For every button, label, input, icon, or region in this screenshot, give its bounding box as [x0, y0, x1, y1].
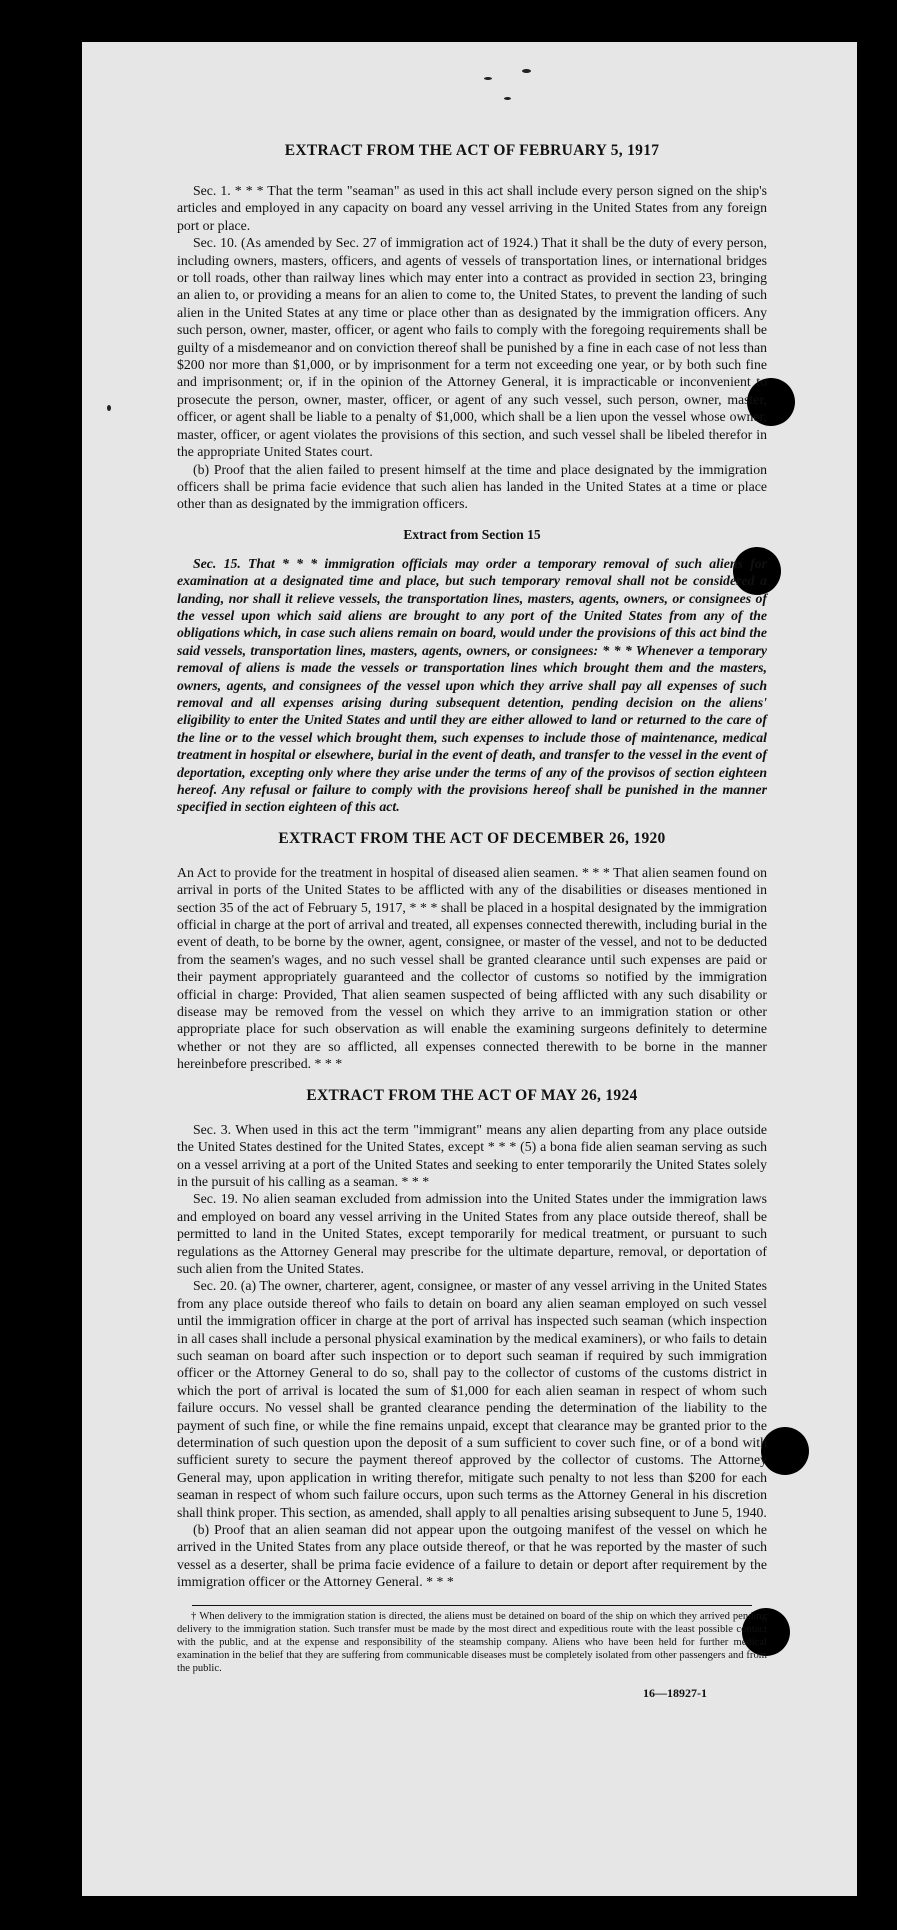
paragraph: Sec. 3. When used in this act the term "immigrant" means any alien departing from any place outside the United States destined for the United States, except * * * (5) a bona fide alien seaman serving as such on a vessel arriving at a port of the United States and seeking to enter temporarily the United States solely in the pursuit of his calling as a seaman. * * * — [177, 1121, 767, 1189]
paragraph: An Act to provide for the treatment in hospital of diseased alien seamen. * * * That alien seamen found on arrival in ports of the United States to be afflicted with any of the disabilities or diseases mentioned in section 35 of the act of February 5, 1917, * * * shall be placed in a hospital designated by the immigration official in charge at the port of arrival and treated, all expenses connected therewith, including burial in the event of death, to be borne by the owner, agent, consignee, or master of the vessel, and not to be deducted from the seamen's wages, and no such vessel shall be granted clearance until such expenses are paid or their payment appropriately guaranteed and the collector of customs so notified by the immigration official in charge: Provided, That alien seamen suspected of being afflicted with any such disability or disease may be removed from the vessel on which they arrive to an immigration station or other appropriate place for such observation as will enable the examining surgeons definitely to determine whether or not they are so afflicted, all expenses connected therewith to be borne in the manner hereinbefore prescribed. * * * — [177, 864, 767, 1072]
form-number: 16—18927-1 — [643, 1685, 707, 1700]
section-heading: EXTRACT FROM THE ACT OF FEBRUARY 5, 1917 — [284, 142, 660, 159]
scan-speck — [522, 69, 531, 73]
section-1917 — [177, 142, 767, 513]
document-page — [82, 42, 857, 1896]
section-heading: EXTRACT FROM THE ACT OF DECEMBER 26, 1920 — [278, 829, 666, 847]
section-subheading: Extract from Section 15 — [403, 526, 541, 542]
paragraph: (b) Proof that an alien seaman did not appear upon the outgoing manifest of the vessel on which he arrived in the United States from any place outside thereof, or that he was reported by the master of such vessel as a deserter, shall be prima facie evidence of a failure to detain or deport after requirement by the immigration officer or the Attorney General. * * * — [177, 1522, 767, 1590]
paragraph: Sec. 1. * * * That the term "seaman" as used in this act shall include every person signed on the ship's articles and employed in any capacity on board any vessel arriving in the United States from any foreign port or place. — [177, 183, 767, 233]
footnote-divider — [192, 1605, 752, 1606]
scan-speck — [484, 77, 492, 80]
section-15-extract — [177, 527, 767, 816]
section-1920 — [177, 830, 767, 1073]
document-body — [177, 142, 767, 1701]
paragraph: (b) Proof that the alien failed to present himself at the time and place designated by the immigration officers shall be prima facie evidence that such alien has landed in the United States at a time or place other than as designated by the immigration officers. — [177, 461, 767, 512]
scan-speck — [504, 97, 511, 100]
section-heading: EXTRACT FROM THE ACT OF MAY 26, 1924 — [306, 1086, 638, 1104]
section-1924 — [177, 1087, 767, 1591]
punch-hole — [761, 1427, 809, 1475]
paragraph: Sec. 10. (As amended by Sec. 27 of immigration act of 1924.) That it shall be the duty of every person, including owners, masters, officers, and agents of vessels of transportation lines, or international bridges or toll roads, other than railway lines which may enter into a contract as provided in section 23, bringing an alien to, or providing a means for an alien to come to, the United States, to prevent the landing of such alien in the United States at any time or place other than as designated by the immigration officers. Any such person, owner, master, officer, or agent who fails to comply with the foregoing requirements shall be guilty of a misdemeanor and on conviction thereof shall be punished by a fine in each case of not less than $200 nor more than $1,000, or by imprisonment for a term not exceeding one year, or by both such fine and imprisonment; or, if in the opinion of the Attorney General, it is impracticable or inconvenient to prosecute the person, owner, master, officer, or agent of any such vessel, such person, owner, master, officer, or agent shall be liable to a penalty of $1,000, which shall be a lien upon the vessel whose owner, master, officer, or agent violates the provisions of this section, and such vessel shall be libeled therefor in the appropriate United States court. — [177, 235, 767, 460]
paragraph: Sec. 20. (a) The owner, charterer, agent, consignee, or master of any vessel arriving in the United States from any place outside thereof who fails to detain on board any alien seaman employed on such vessel until the immigration officer in charge at the port of arrival has inspected such seaman (which inspection in all cases shall include a personal physical examination by the medical examiners), or who fails to detain such seaman on board after such inspection or to deport such seaman if required by such immigration officer or the Attorney General to do so, shall pay to the collector of customs of the customs district in which the port of arrival is located the sum of $1,000 for each alien seaman in respect of whom such failure occurs. No vessel shall be granted clearance pending the determination of the liability to the payment of such fine, or while the fine remains unpaid, except that clearance may be granted prior to the determination of such question upon the deposit of a sum sufficient to cover such fine, or of a bond with sufficient surety to secure the payment thereof approved by the collector of customs. The Attorney General may, upon application in writing therefor, mitigate such penalty to not less than $200 for each seaman in respect of whom such failure occurs, upon such terms as the Attorney General in his discretion shall think proper. This section, as amended, shall apply to all penalties arising subsequent to June 5, 1940. — [177, 1278, 767, 1520]
paragraph: Sec. 15. That * * * immigration officials may order a temporary removal of such aliens for examination at a designated time and place, but such temporary removal shall not be considered a landing, nor shall it relieve vessels, the transportation lines, masters, agents, owners, or consignees of the vessel upon which said aliens are brought to any port of the United States from any of the obligations which, in case such aliens remain on board, would under the provisions of this act bind the said vessels, transportation lines, masters, agents, owners, or consignees: * * * Whenever a temporary removal of aliens is made the vessels or transportation lines which brought them and the masters, owners, agents, and consignees of the vessel upon which they arrive shall pay all expenses of such removal and all expenses arising during subsequent detention, pending decision on the aliens' eligibility to enter the United States and until they are either allowed to land or returned to the care of the line or to the vessel which brought them, such expenses to include those of maintenance, medical treatment in hospital or elsewhere, burial in the event of death, and transfer to the vessel in the event of deportation, excepting only where they arise under the terms of any of the provisos of section eighteen hereof. Any refusal or failure to comply with the provisions hereof shall be punished in the manner specified in section eighteen of this act. — [177, 555, 767, 815]
scan-speck — [107, 405, 111, 411]
paragraph: Sec. 19. No alien seaman excluded from admission into the United States under the immigration laws and employed on board any vessel arriving in the United States from any place outside thereof, shall be permitted to land in the United States, except temporarily for medical treatment, or pursuant to such regulations as the Attorney General may prescribe for the ultimate departure, removal, or deportation of such alien from the United States. — [177, 1191, 767, 1276]
footnote: † When delivery to the immigration station is directed, the aliens must be detained on board of the ship on which they arrived pending delivery to the immigration station. Such transfer must be made by the most direct and expeditious route with the least possible contact with the public, and at the expense and responsibility of the steamship company. Aliens who have been held for further medical examination in the belief that they are suffering from communicable diseases must be completely isolated from other passengers and from the public. — [177, 1610, 767, 1675]
